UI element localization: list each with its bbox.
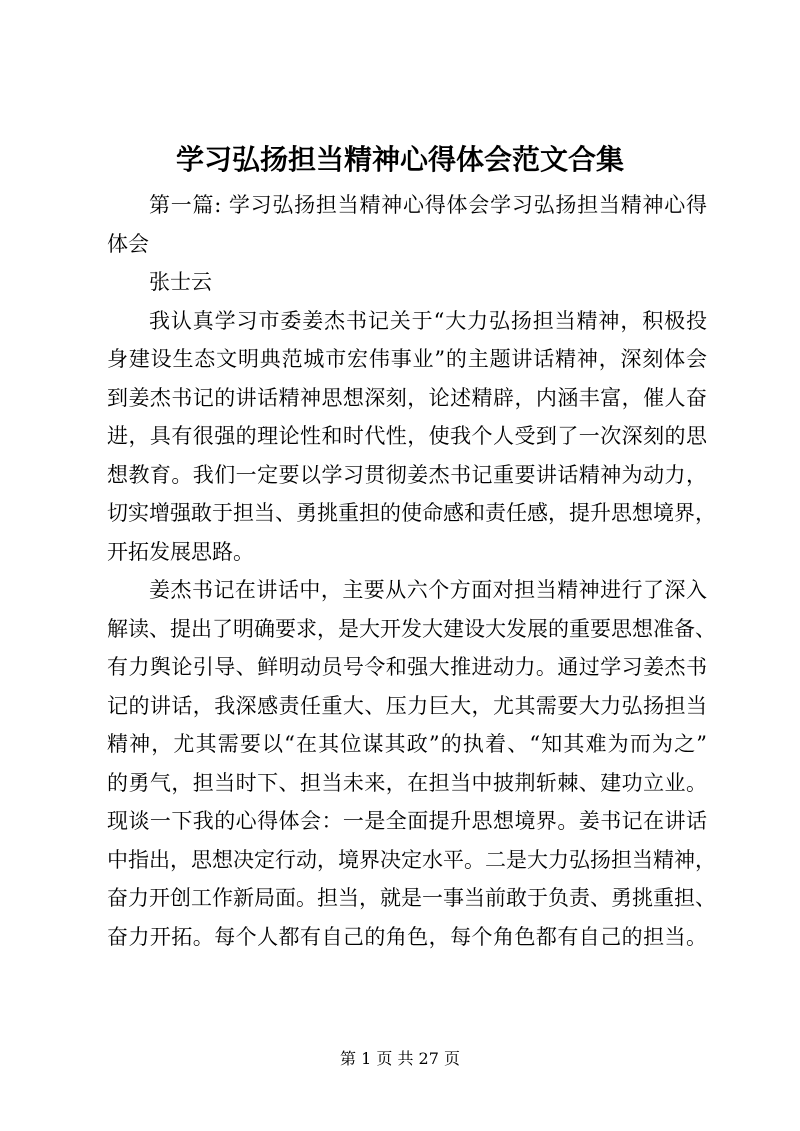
text-line: 身建设生态文明典范城市宏伟事业”的主题讲话精神，深刻体会 [107, 347, 707, 371]
text-line: 奋力开创工作新局面。担当，就是一事当前敢于负责、勇挑重担、 [107, 886, 716, 910]
document-title: 学习弘扬担当精神心得体会范文合集 [175, 143, 624, 176]
page-footer: 第 1 页 共 27 页 [340, 1049, 460, 1068]
text-line: 中指出，思想决定行动，境界决定水平。二是大力弘扬担当精神， [107, 847, 716, 872]
text-line: 解读、提出了明确要求，是大开发大建设大发展的重要思想准备、 [107, 616, 716, 641]
document-body [107, 186, 716, 956]
text-line: 奋力开拓。每个人都有自己的角色，每个角色都有自己的担当。 [107, 924, 707, 949]
text-line: 的勇气，担当时下、担当未来，在担当中披荆斩棘、建功立业。 [107, 770, 707, 795]
text-line: 想教育。我们一定要以学习贯彻姜杰书记重要讲话精神为动力， [107, 462, 707, 487]
text-line: 姜杰书记在讲话中，主要从六个方面对担当精神进行了深入 [149, 578, 707, 602]
text-line: 到姜杰书记的讲话精神思想深刻，论述精辟，内涵丰富，催人奋 [107, 385, 707, 410]
text-line: 切实增强敢于担当、勇挑重担的使命感和责任感，提升思想境界， [107, 501, 716, 525]
text-line: 进，具有很强的理论性和时代性，使我个人受到了一次深刻的思 [107, 424, 707, 448]
text-line: 我认真学习市委姜杰书记关于“大力弘扬担当精神，积极投 [149, 308, 707, 333]
text-line: 张士云 [149, 270, 212, 294]
text-line: 记的讲话，我深感责任重大、压力巨大，尤其需要大力弘扬担当 [107, 693, 707, 718]
text-line: 现谈一下我的心得体会：一是全面提升思想境界。姜书记在讲话 [107, 809, 707, 833]
text-line: 体会 [107, 231, 149, 256]
text-line: 开拓发展思路。 [107, 539, 254, 564]
text-line: 精神，尤其需要以“在其位谋其政”的执着、“知其难为而为之” [107, 732, 707, 756]
text-line: 第一篇: 学习弘扬担当精神心得体会学习弘扬担当精神心得 [149, 193, 707, 217]
text-line: 有力舆论引导、鲜明动员号令和强大推进动力。通过学习姜杰书 [107, 655, 707, 679]
